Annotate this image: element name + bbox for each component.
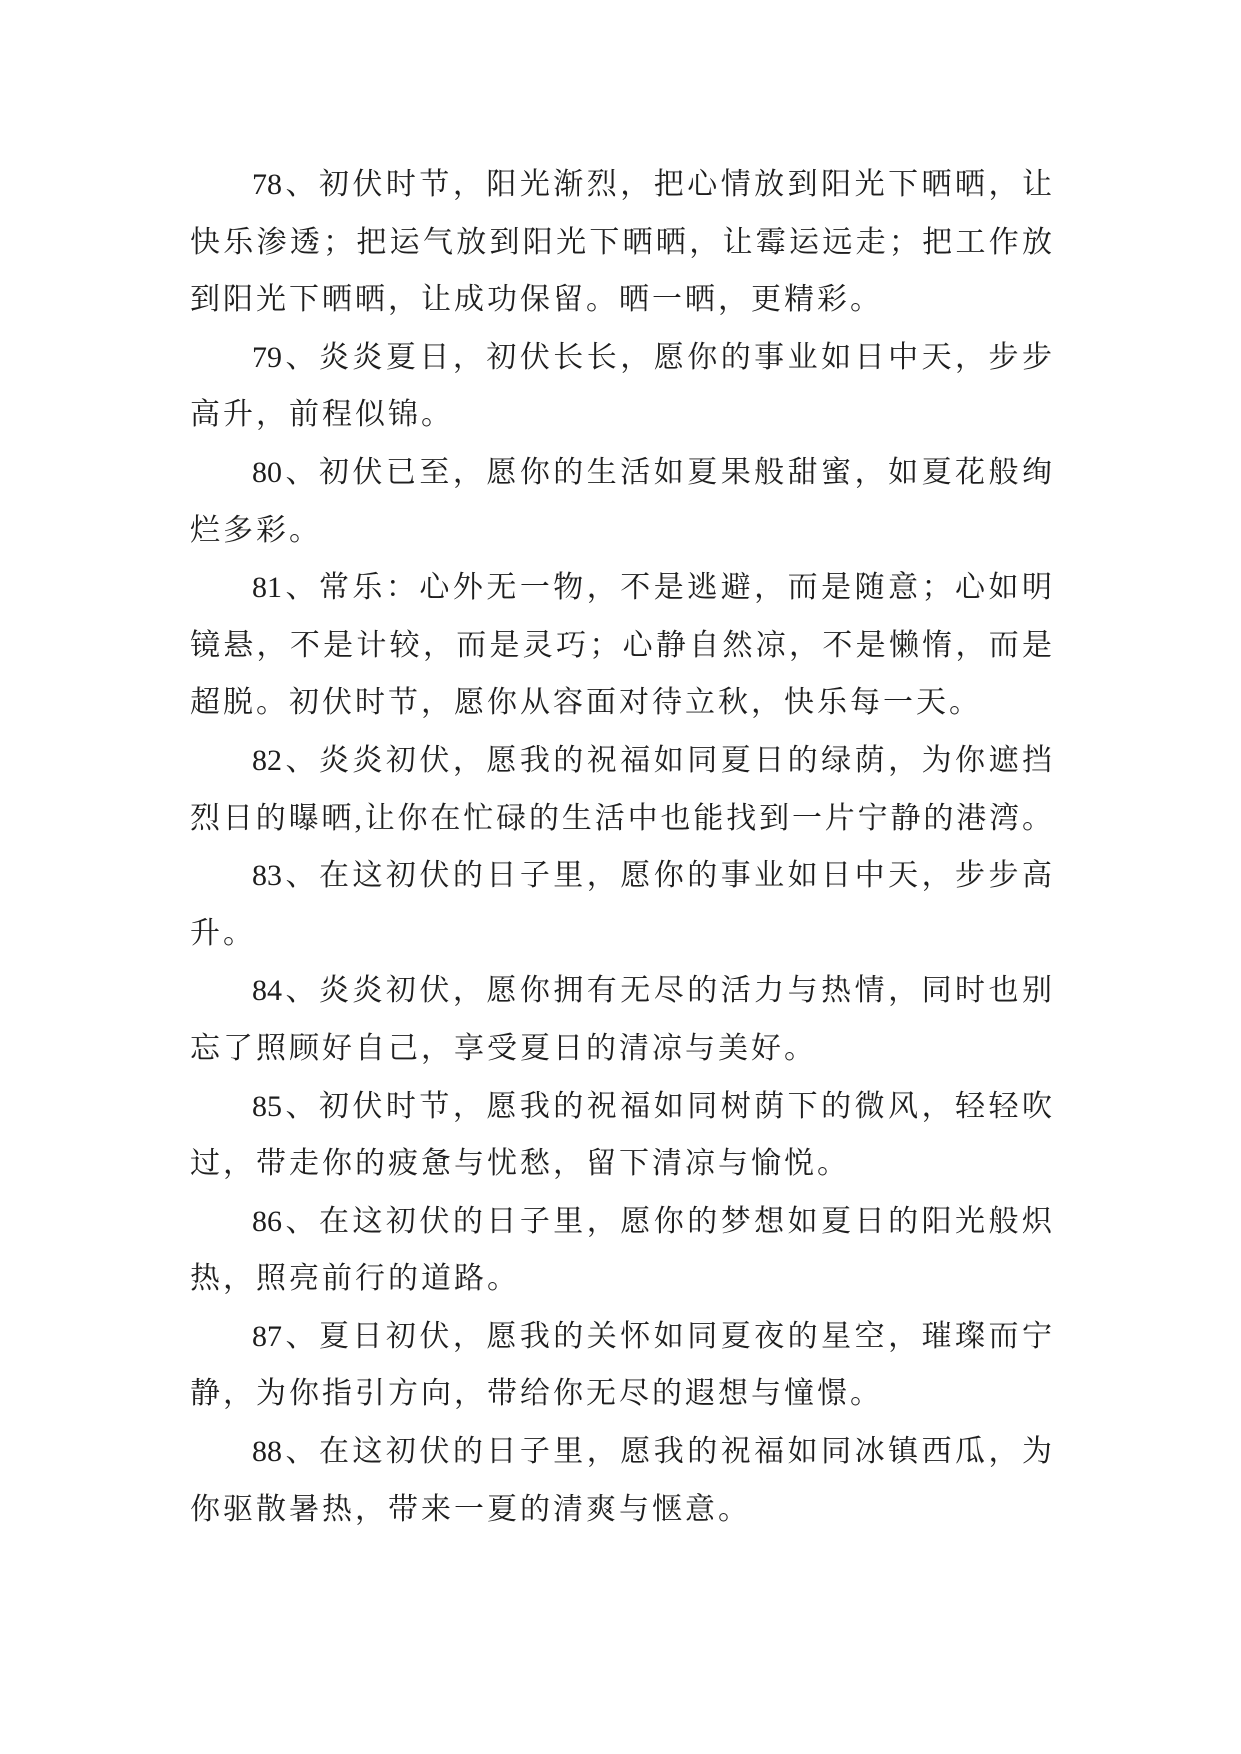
text-line: 86、在这初伏的日子里，愿你的梦想如夏日的阳光般炽 [252, 1204, 1052, 1238]
text-line: 79、炎炎夏日，初伏长长，愿你的事业如日中天，步步 [252, 340, 1052, 374]
paragraph [190, 1193, 1052, 1308]
text-line: 81、常乐：心外无一物，不是逃避，而是随意；心如明 [252, 571, 1052, 605]
paragraph [190, 1423, 1052, 1538]
text-line: 烈日的曝晒,让你在忙碌的生活中也能找到一片宁静的港湾。 [190, 801, 1052, 835]
paragraph [190, 559, 1052, 732]
paragraph [190, 329, 1052, 444]
text-line: 87、夏日初伏，愿我的关怀如同夏夜的星空，璀璨而宁 [252, 1319, 1052, 1353]
text-line: 78、初伏时节，阳光渐烈，把心情放到阳光下晒晒，让 [252, 168, 1052, 201]
paragraph [190, 444, 1052, 559]
document-body [190, 156, 1052, 1538]
text-line: 83、在这初伏的日子里，愿你的事业如日中天，步步高 [252, 859, 1052, 893]
paragraph [190, 1078, 1052, 1193]
text-line: 静，为你指引方向，带给你无尽的遐想与憧憬。 [190, 1377, 883, 1411]
text-line: 80、初伏已至，愿你的生活如夏果般甜蜜，如夏花般绚 [252, 455, 1052, 489]
paragraph [190, 732, 1052, 847]
text-line: 到阳光下晒晒，让成功保留。晒一晒，更精彩。 [190, 283, 883, 317]
text-line: 镜悬，不是计较，而是灵巧；心静自然凉，不是懒惰，而是 [190, 628, 1052, 662]
text-line: 84、炎炎初伏，愿你拥有无尽的活力与热情，同时也别 [252, 974, 1052, 1008]
text-line: 过，带走你的疲惫与忧愁，留下清凉与愉悦。 [190, 1147, 850, 1181]
text-line: 85、初伏时节，愿我的祝福如同树荫下的微风，轻轻吹 [252, 1089, 1052, 1123]
text-line: 你驱散暑热，带来一夏的清爽与惬意。 [190, 1492, 751, 1526]
paragraph [190, 847, 1052, 962]
text-line: 烂多彩。 [190, 513, 322, 547]
text-line: 热，照亮前行的道路。 [190, 1262, 520, 1296]
text-line: 超脱。初伏时节，愿你从容面对待立秋，快乐每一天。 [190, 686, 982, 720]
text-line: 忘了照顾好自己，享受夏日的清凉与美好。 [190, 1031, 817, 1065]
text-line: 快乐渗透；把运气放到阳光下晒晒，让霉运远走；把工作放 [190, 225, 1052, 259]
paragraph [190, 962, 1052, 1077]
text-line: 88、在这初伏的日子里，愿我的祝福如同冰镇西瓜，为 [252, 1435, 1052, 1469]
paragraph [190, 156, 1052, 329]
paragraph [190, 1308, 1052, 1423]
text-line: 升。 [190, 916, 256, 950]
text-line: 高升，前程似锦。 [190, 398, 454, 432]
text-line: 82、炎炎初伏，愿我的祝福如同夏日的绿荫，为你遮挡 [252, 743, 1052, 777]
